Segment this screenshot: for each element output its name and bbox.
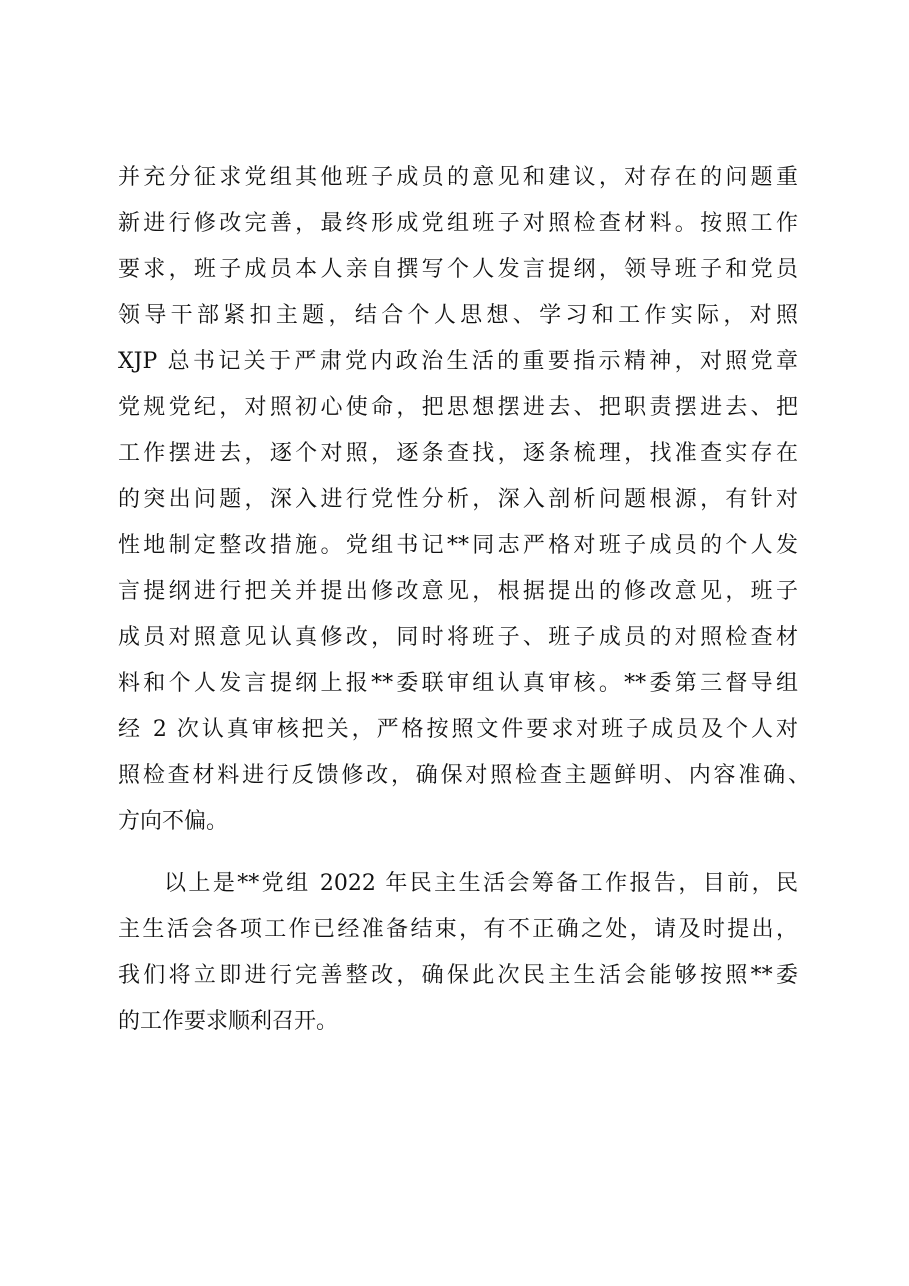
- text-line: 的突出问题，深入进行党性分析，深入剖析问题根源，有针对: [118, 487, 798, 512]
- text-line: 党规党纪，对照初心使命，把思想摆进去、把职责摆进去、把: [118, 395, 798, 420]
- text-line: 并充分征求党组其他班子成员的意见和建议，对存在的问题重: [118, 165, 798, 190]
- text-line: XJP 总书记关于严肃党内政治生活的重要指示精神，对照党章: [118, 349, 798, 374]
- text-line: 料和个人发言提纲上报**委联审组认真审核。**委第三督导组: [118, 671, 798, 696]
- text-line: 性地制定整改措施。党组书记**同志严格对班子成员的个人发: [118, 533, 798, 558]
- text-line: 主生活会各项工作已经准备结束，有不正确之处，请及时提出，: [118, 917, 798, 942]
- text-line: 经 2 次认真审核把关，严格按照文件要求对班子成员及个人对: [118, 717, 798, 742]
- text-line: 以上是**党组 2022 年民主生活会筹备工作报告，目前，民: [164, 871, 798, 896]
- text-line: 我们将立即进行完善整改，确保此次民主生活会能够按照**委: [118, 963, 798, 988]
- text-line: 领导干部紧扣主题，结合个人思想、学习和工作实际，对照: [118, 303, 798, 328]
- text-line: 新进行修改完善，最终形成党组班子对照检查材料。按照工作: [118, 211, 798, 236]
- text-line: 方向不偏。: [118, 809, 229, 834]
- text-line: 要求，班子成员本人亲自撰写个人发言提纲，领导班子和党员: [118, 257, 798, 282]
- text-line: 工作摆进去，逐个对照，逐条查找，逐条梳理，找准查实存在: [118, 441, 798, 466]
- text-line: 言提纲进行把关并提出修改意见，根据提出的修改意见，班子: [118, 579, 798, 604]
- text-line: 的工作要求顺利召开。: [118, 1009, 339, 1034]
- text-line: 照检查材料进行反馈修改，确保对照检查主题鲜明、内容准确、: [118, 763, 810, 788]
- text-line: 成员对照意见认真修改，同时将班子、班子成员的对照检查材: [118, 625, 798, 650]
